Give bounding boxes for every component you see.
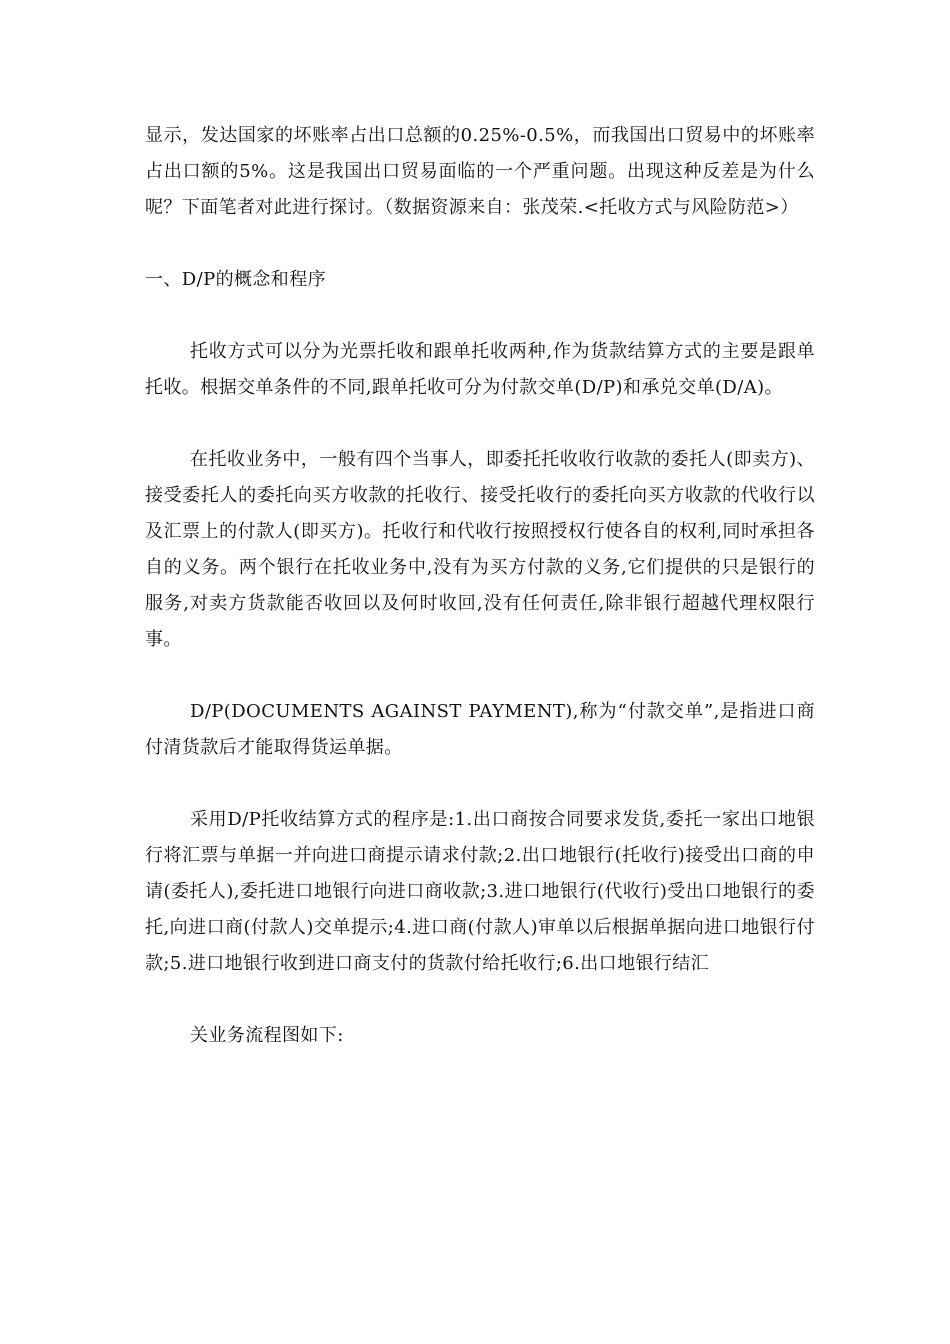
paragraph-dp-definition: D/P(DOCUMENTS AGAINST PAYMENT),称为“付款交单”,是指进口商付清货款后才能取得货运单据。 (145, 701, 815, 758)
paragraph-bad-debt-rate: 显示，发达国家的坏账率占出口总额的0.25%-0.5%，而我国出口贸易中的坏账率占出口额的5%。这是我国出口贸易面临的一个严重问题。出现这种反差是为什么呢？下面笔者对此进行探讨。（数据资源来自：张茂荣.<托收方式与风险防范>） (145, 125, 815, 218)
paragraph-flowchart-intro: 关业务流程图如下: (190, 1025, 344, 1046)
paragraph-parties: 在托收业务中，一般有四个当事人，即委托托收收行收款的委托人(即卖方)、接受委托人的委托向买方收款的托收行、接受托收行的委托向买方收款的代收行以及汇票上的付款人(即买方)。托收行和代收行按照授权行使各自的权利,同时承担各自的义务。两个银行在托收业务中,没有为买方付款的义务,它们提供的只是银行的服务,对卖方货款能否收回以及何时收回,没有任何责任,除非银行超越代理权限行事。 (145, 449, 815, 650)
document-body (145, 118, 815, 1090)
paragraph-dp-procedure: 采用D/P托收结算方式的程序是:1.出口商按合同要求发货,委托一家出口地银行将汇票与单据一并向进口商提示请求付款;2.出口地银行(托收行)接受出口商的申请(委托人),委托进口地银行向进口商收款;3.进口地银行(代收行)受出口地银行的委托,向进口商(付款人)交单提示;4.进口商(付款人)审单以后根据单据向进口地银行付款;5.进口地银行收到进口商支付的货款付给托收行;6.出口地银行结汇 (145, 809, 815, 974)
paragraph-collection-types: 托收方式可以分为光票托收和跟单托收两种,作为货款结算方式的主要是跟单托收。根据交单条件的不同,跟单托收可分为付款交单(D/P)和承兑交单(D/A)。 (145, 341, 815, 398)
section-heading-dp-concept: 一、D/P的概念和程序 (145, 269, 327, 290)
